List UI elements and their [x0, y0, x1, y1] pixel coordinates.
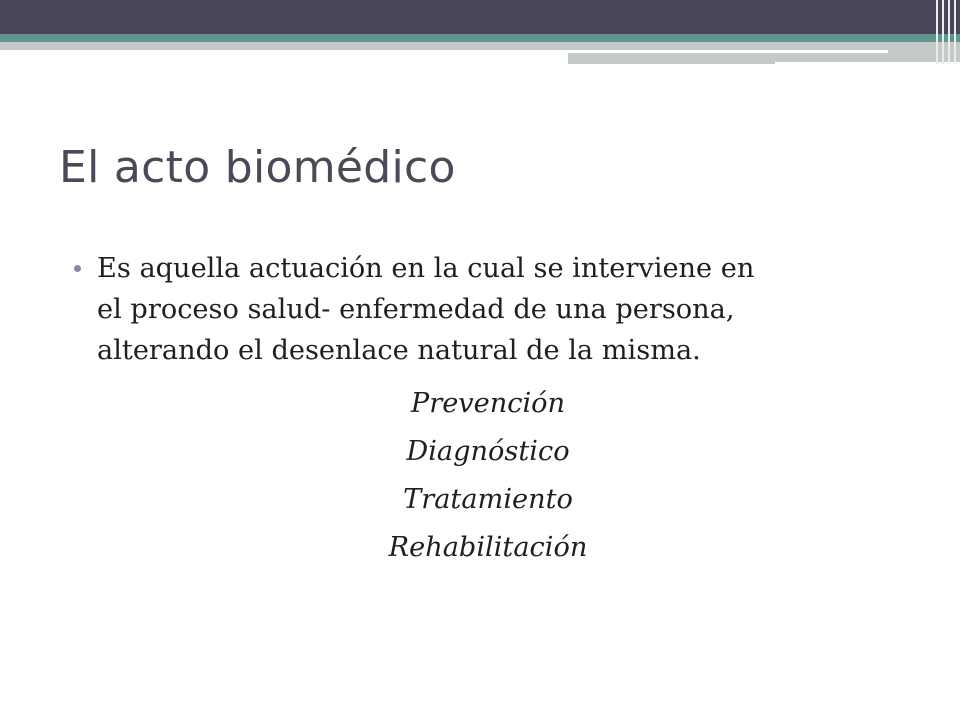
- slide-body: [70, 248, 900, 572]
- bullet-line: alterando el desenlace natural de la misma.: [97, 335, 701, 366]
- bullet-dot-icon: [74, 265, 81, 272]
- bullet-item: [70, 248, 900, 371]
- header-band-teal: [0, 34, 960, 42]
- header-accent-line: [568, 50, 888, 53]
- stages-list: [70, 380, 906, 572]
- stage-item-rehabilitacion: Rehabilitación: [388, 532, 588, 563]
- header-band-dark: [0, 0, 960, 34]
- corner-stripe: [948, 0, 950, 64]
- corner-stripe: [954, 0, 956, 64]
- header-band-light: [0, 42, 960, 50]
- stage-item-prevencion: Prevención: [410, 388, 566, 419]
- bullet-line: Es aquella actuación en la cual se interviene en: [97, 253, 755, 284]
- stage-item-diagnostico: Diagnóstico: [406, 436, 570, 467]
- stage-item-tratamiento: Tratamiento: [403, 484, 573, 515]
- corner-stripe: [936, 0, 938, 64]
- corner-stripe: [942, 0, 944, 64]
- corner-stripes: [930, 0, 960, 64]
- slide-title: El acto biomédico: [59, 142, 456, 193]
- bullet-line: el proceso salud- enfermedad de una persona,: [97, 294, 735, 325]
